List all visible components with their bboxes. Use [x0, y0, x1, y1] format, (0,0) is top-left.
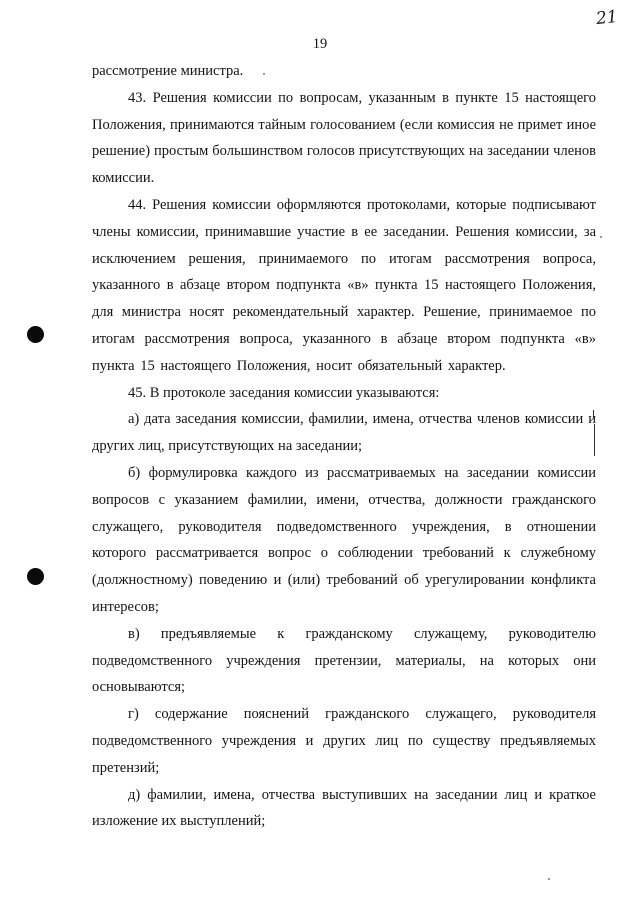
list-item-d: д) фамилии, имена, отчества выступивших на заседании лиц и краткое изложение их выступлений;	[92, 786, 596, 830]
list-item-g: г) содержание пояснений гражданского служащего, руководителя подведомственного учреждения и других лиц по существу предъявляемых претензий;	[92, 706, 596, 776]
document-body	[92, 58, 596, 835]
list-item-v: в) предъявляемые к гражданскому служащему, руководителю подведомственного учреждения претензии, материалы, на которых они основываются;	[92, 625, 596, 696]
punch-hole	[27, 568, 44, 585]
list-item-a: а) дата заседания комиссии, фамилии, имена, отчества членов комиссии и других лиц, присутствующих на заседании;	[92, 411, 596, 455]
paragraph-44: 44. Решения комиссии оформляются протоколами, которые подписывают члены комиссии, принимавшие участие в ее заседании. Решения комиссии, за исключением решения, принимаемого по итогам рассмотрения вопроса, указанного в абзаце втором подпункта «в» пункта 15 настоящего Положения, для министра носят рекомендательный характер. Решение, принимаемое по итогам рассмотрения вопроса, указанного в абзаце втором подпункта «в» пункта 15 настоящего Положения, носит обязательный характер.	[92, 196, 596, 374]
handwritten-page-number: 21	[595, 6, 619, 30]
page-number: 19	[312, 36, 328, 52]
scan-speck	[600, 236, 602, 238]
punch-hole	[27, 326, 44, 343]
list-item-b: б) формулировка каждого из рассматриваемых на заседании комиссии вопросов с указанием фамилии, имени, отчества, должности гражданского служащего, руководителя подведомственного учреждения, в отношении которого рассматривается вопрос о соблюдении требований к служебному (должностному) поведению и (или) требований об урегулировании конфликта интересов;	[92, 464, 596, 615]
scan-speck	[548, 878, 550, 880]
paragraph-45: 45. В протоколе заседания комиссии указываются:	[128, 384, 440, 401]
paragraph-43: 43. Решения комиссии по вопросам, указанным в пункте 15 настоящего Положения, принимаются тайным голосованием (если комиссия не примет иное решение) простым большинством голосов присутствующих на заседании членов комиссии.	[92, 89, 596, 187]
paragraph-continuation: рассмотрение министра.	[92, 63, 244, 79]
